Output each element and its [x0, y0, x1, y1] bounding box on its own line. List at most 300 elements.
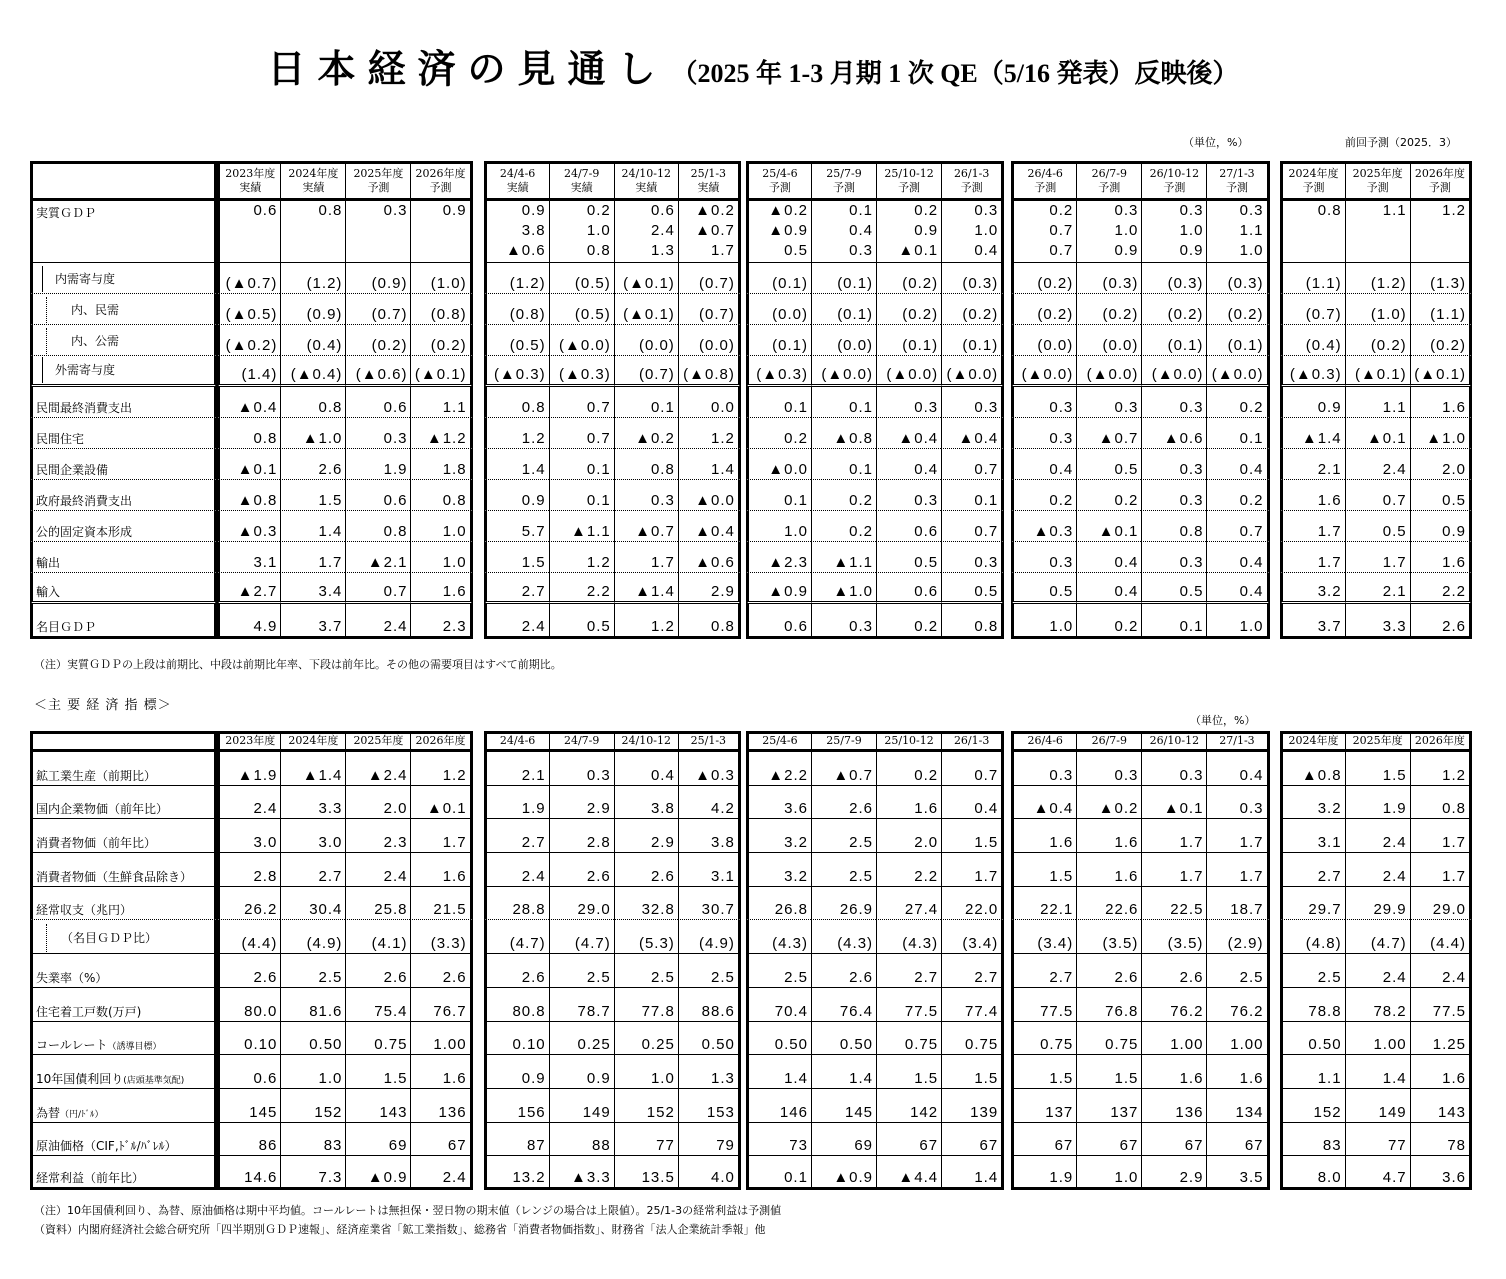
value-cell: (0.1) — [746, 325, 811, 356]
value-cell: 80.8 — [484, 988, 549, 1022]
value-cell: 73 — [746, 1123, 811, 1157]
value-cell: 142 — [876, 1089, 941, 1123]
value-cell: 0.2 — [1011, 480, 1076, 511]
gdp-annualized: 1.0 — [1179, 222, 1204, 239]
row-label-cell — [30, 573, 217, 604]
value-cell: (▲0.0) — [876, 356, 941, 387]
value-cell: 1.0 — [614, 1055, 678, 1089]
value-cell: 67 — [1141, 1123, 1206, 1157]
value-cell: 0.8 — [941, 604, 1004, 639]
column-status: 実績 — [697, 180, 720, 194]
value-cell: 3.2 — [1280, 573, 1345, 604]
value-cell: (0.9) — [345, 263, 410, 294]
gdp-values — [1141, 201, 1206, 263]
value-cell: ▲0.3 — [678, 752, 741, 786]
gdp-yoy: 0.4 — [974, 242, 999, 259]
row-label: 輸出 — [36, 556, 61, 570]
value-cell: ▲3.3 — [549, 1156, 614, 1190]
value-cell: ▲0.2 — [1076, 786, 1141, 820]
value-cell: 2.9 — [1141, 1156, 1206, 1190]
value-cell: (▲0.1) — [410, 356, 472, 387]
value-cell: 0.3 — [1076, 752, 1141, 786]
gdp-q-on_q: 1.2 — [1442, 202, 1466, 219]
table-row — [30, 752, 1472, 786]
gdp-values — [345, 201, 410, 263]
value-cell: 0.2 — [876, 604, 941, 639]
gdp-q-on_q: 0.3 — [1239, 202, 1264, 219]
value-cell: (0.0) — [1011, 325, 1076, 356]
value-cell: 67 — [876, 1123, 941, 1157]
value-cell: 3.2 — [746, 853, 811, 887]
value-cell: 0.7 — [941, 449, 1004, 480]
row-label-cell — [30, 325, 217, 356]
value-cell: 0.5 — [1345, 511, 1410, 542]
value-cell: 0.7 — [345, 573, 410, 604]
value-cell: 3.7 — [280, 604, 345, 639]
value-cell: 0.3 — [1011, 418, 1076, 449]
table-row — [30, 954, 1472, 988]
gdp-annualized — [284, 221, 342, 241]
value-cell: 0.8 — [614, 449, 678, 480]
value-cell: 0.1 — [941, 480, 1004, 511]
value-cell: 0.6 — [876, 573, 941, 604]
value-cell: ▲2.1 — [345, 542, 410, 573]
table-row — [30, 1055, 1472, 1089]
value-cell: ▲0.4 — [1011, 786, 1076, 820]
value-cell: ▲0.8 — [1280, 752, 1345, 786]
value-cell: 1.2 — [484, 418, 549, 449]
gdp-annualized — [223, 221, 277, 241]
row-label: 輸入 — [36, 585, 61, 599]
value-cell: 0.4 — [1206, 573, 1269, 604]
value-cell: 4.0 — [678, 1156, 741, 1190]
row-label-cell — [30, 988, 217, 1022]
value-cell: 8.0 — [1280, 1156, 1345, 1190]
value-cell: 0.8 — [1141, 511, 1206, 542]
value-cell: 0.75 — [1011, 1022, 1076, 1056]
value-cell: (▲0.3) — [484, 356, 549, 387]
value-cell: 0.75 — [1076, 1022, 1141, 1056]
row-label-cell — [30, 920, 217, 954]
gdp-yoy: 0.9 — [1114, 242, 1139, 259]
value-cell: 77.5 — [876, 988, 941, 1022]
gdp-yoy: ▲0.6 — [505, 242, 546, 259]
value-cell: 1.4 — [941, 1156, 1004, 1190]
value-cell: 30.7 — [678, 887, 741, 921]
value-cell: (0.3) — [1141, 263, 1206, 294]
value-cell: ▲1.0 — [1410, 418, 1472, 449]
table-row — [30, 573, 1472, 604]
gdp-q-on_q: 0.8 — [1317, 202, 1342, 219]
value-cell: 0.4 — [941, 786, 1004, 820]
value-cell: 1.4 — [678, 449, 741, 480]
row-label: （名目ＧＤＰ比） — [46, 924, 157, 952]
indicators-table — [30, 731, 1472, 1190]
value-cell: 1.00 — [410, 1022, 472, 1056]
value-cell: ▲4.4 — [876, 1156, 941, 1190]
value-cell: 2.4 — [1345, 954, 1410, 988]
gdp-annualized: 1.0 — [974, 222, 999, 239]
value-cell: 1.4 — [811, 1055, 876, 1089]
value-cell: (▲0.0) — [1206, 356, 1269, 387]
value-cell: 0.3 — [1141, 752, 1206, 786]
value-cell: 1.5 — [941, 1055, 1004, 1089]
column-header: 2026年度 — [1410, 731, 1472, 752]
value-cell: 2.2 — [549, 573, 614, 604]
value-cell: (1.2) — [280, 263, 345, 294]
column-header: 2023年度 — [217, 731, 280, 752]
value-cell: 2.6 — [1410, 604, 1472, 639]
value-cell: 3.3 — [280, 786, 345, 820]
value-cell: 0.4 — [1206, 542, 1269, 573]
gdp-yoy: 1.3 — [650, 242, 675, 259]
value-cell: (0.2) — [1076, 294, 1141, 325]
value-cell: (0.8) — [410, 294, 472, 325]
value-cell: (0.7) — [678, 263, 741, 294]
value-cell: 1.6 — [1141, 1055, 1206, 1089]
value-cell: (0.2) — [1206, 294, 1269, 325]
gdp-values — [746, 201, 811, 263]
value-cell: 1.7 — [941, 853, 1004, 887]
value-cell: 77 — [1345, 1123, 1410, 1157]
row-label-cell — [30, 954, 217, 988]
value-cell: 3.2 — [1280, 786, 1345, 820]
value-cell: (1.2) — [484, 263, 549, 294]
value-cell: (4.9) — [280, 920, 345, 954]
value-cell: 0.2 — [1206, 480, 1269, 511]
value-cell: 0.4 — [1011, 449, 1076, 480]
value-cell: (0.1) — [941, 325, 1004, 356]
value-cell: (0.7) — [345, 294, 410, 325]
value-cell: (0.3) — [1206, 263, 1269, 294]
gdp-q-on_q: 0.3 — [383, 202, 408, 219]
value-cell: 143 — [345, 1089, 410, 1123]
value-cell: 1.00 — [1141, 1022, 1206, 1056]
value-cell: 1.5 — [1011, 1055, 1076, 1089]
value-cell: 2.7 — [280, 853, 345, 887]
header-row — [30, 161, 1472, 201]
value-cell: (▲0.3) — [549, 356, 614, 387]
column-header: 26/1-3 — [941, 731, 1004, 752]
value-cell: 136 — [410, 1089, 472, 1123]
column-status: 予測 — [832, 180, 855, 194]
value-cell: (0.1) — [811, 294, 876, 325]
value-cell: 2.4 — [345, 604, 410, 639]
value-cell: 69 — [811, 1123, 876, 1157]
value-cell: 145 — [811, 1089, 876, 1123]
value-cell: 0.6 — [345, 387, 410, 418]
value-cell: 0.1 — [811, 387, 876, 418]
value-cell: (0.2) — [876, 294, 941, 325]
value-cell: 0.1 — [811, 449, 876, 480]
value-cell: ▲0.1 — [1076, 511, 1141, 542]
column-header — [1345, 161, 1410, 201]
column-status: 実績 — [239, 180, 262, 194]
value-cell: (▲0.0) — [1011, 356, 1076, 387]
value-cell: 1.7 — [1345, 542, 1410, 573]
row-label-suffix: （円/ﾄﾞﾙ） — [60, 1109, 104, 1120]
value-cell: 0.9 — [484, 1055, 549, 1089]
value-cell: 1.4 — [746, 1055, 811, 1089]
value-cell: (▲0.0) — [1076, 356, 1141, 387]
column-period: 2023年度 — [225, 166, 276, 180]
column-status: 予測 — [960, 180, 983, 194]
value-cell: 0.2 — [746, 418, 811, 449]
value-cell: 0.1 — [1141, 604, 1206, 639]
value-cell: 0.4 — [614, 752, 678, 786]
value-cell: 3.1 — [1280, 819, 1345, 853]
value-cell: 86 — [217, 1123, 280, 1157]
gdp-yoy — [1286, 241, 1342, 261]
gdp-annualized: 0.7 — [1049, 222, 1074, 239]
value-cell: 0.2 — [811, 511, 876, 542]
value-cell: 2.6 — [1141, 954, 1206, 988]
value-cell: 1.9 — [345, 449, 410, 480]
value-cell: 3.7 — [1280, 604, 1345, 639]
value-cell: 77.4 — [941, 988, 1004, 1022]
value-cell: 13.2 — [484, 1156, 549, 1190]
column-period: 26/10-12 — [1149, 166, 1200, 180]
value-cell: 1.7 — [1206, 853, 1269, 887]
table-row-real-gdp — [30, 201, 1472, 263]
value-cell: (0.9) — [280, 294, 345, 325]
value-cell: 81.6 — [280, 988, 345, 1022]
value-cell: 2.5 — [678, 954, 741, 988]
value-cell: 0.3 — [614, 480, 678, 511]
column-period: 2024年度 — [1288, 166, 1339, 180]
value-cell: 2.2 — [876, 853, 941, 887]
value-cell: 27.4 — [876, 887, 941, 921]
value-cell: 1.7 — [1410, 819, 1472, 853]
value-cell: 0.3 — [549, 752, 614, 786]
column-period: 2026年度 — [415, 166, 466, 180]
gdp-annualized: 1.0 — [586, 222, 611, 239]
gdp-values — [1206, 201, 1269, 263]
value-cell: 2.7 — [1280, 853, 1345, 887]
value-cell: 0.3 — [1076, 387, 1141, 418]
value-cell: ▲0.1 — [1141, 786, 1206, 820]
value-cell: 1.0 — [1076, 1156, 1141, 1190]
value-cell: 152 — [280, 1089, 345, 1123]
value-cell: 0.8 — [217, 418, 280, 449]
value-cell: 1.6 — [1410, 1055, 1472, 1089]
value-cell: 83 — [1280, 1123, 1345, 1157]
value-cell: 3.0 — [280, 819, 345, 853]
column-status: 予測 — [1428, 180, 1451, 194]
column-header — [678, 161, 741, 201]
value-cell: 2.7 — [941, 954, 1004, 988]
value-cell: 2.0 — [345, 786, 410, 820]
gdp-q-on_q: 0.3 — [974, 202, 999, 219]
value-cell: ▲0.1 — [410, 786, 472, 820]
value-cell: 77 — [614, 1123, 678, 1157]
value-cell: 0.3 — [876, 480, 941, 511]
value-cell: 1.0 — [746, 511, 811, 542]
gdp-values — [614, 201, 678, 263]
value-cell: 2.4 — [1345, 819, 1410, 853]
row-label: 内、民需 — [46, 297, 119, 323]
gdp-annualized: 1.1 — [1239, 222, 1264, 239]
value-cell: 83 — [280, 1123, 345, 1157]
table-row — [30, 480, 1472, 511]
column-period: 24/4-6 — [499, 166, 536, 180]
row-label: 外需寄与度 — [42, 357, 115, 383]
value-cell: 2.5 — [1206, 954, 1269, 988]
row-label: コールレート — [36, 1038, 108, 1053]
row-label: 名目ＧＤＰ — [36, 620, 97, 634]
value-cell: ▲0.1 — [217, 449, 280, 480]
value-cell: (▲0.0) — [1141, 356, 1206, 387]
value-cell: 1.7 — [1410, 853, 1472, 887]
value-cell: 2.1 — [484, 752, 549, 786]
value-cell: 67 — [941, 1123, 1004, 1157]
value-cell: (3.5) — [1141, 920, 1206, 954]
gdp-annualized — [414, 221, 466, 241]
value-cell: 0.8 — [678, 604, 741, 639]
value-cell: 69 — [345, 1123, 410, 1157]
value-cell: 2.8 — [549, 819, 614, 853]
gdp-q-on_q: 1.1 — [1382, 202, 1407, 219]
value-cell: (0.0) — [678, 325, 741, 356]
value-cell: 0.8 — [280, 387, 345, 418]
value-cell: 21.5 — [410, 887, 472, 921]
value-cell: 0.8 — [345, 511, 410, 542]
value-cell: 0.9 — [1410, 511, 1472, 542]
value-cell: 137 — [1011, 1089, 1076, 1123]
table-row — [30, 542, 1472, 573]
value-cell: 1.7 — [1280, 511, 1345, 542]
value-cell: 22.0 — [941, 887, 1004, 921]
column-period: 25/4-6 — [762, 166, 798, 180]
gdp-values — [217, 201, 280, 263]
column-header — [811, 161, 876, 201]
value-cell: 0.7 — [941, 752, 1004, 786]
value-cell: 88 — [549, 1123, 614, 1157]
value-cell: 0.3 — [1141, 387, 1206, 418]
column-period: 2025年度 — [1352, 166, 1403, 180]
value-cell: 1.6 — [1011, 819, 1076, 853]
value-cell: 1.7 — [614, 542, 678, 573]
row-label: 民間企業設備 — [36, 463, 109, 477]
gdp-values — [410, 201, 472, 263]
value-cell: ▲0.0 — [678, 480, 741, 511]
value-cell: 0.75 — [876, 1022, 941, 1056]
value-cell: 149 — [549, 1089, 614, 1123]
value-cell: 0.5 — [1410, 480, 1472, 511]
table-row — [30, 1123, 1472, 1157]
gdp-values — [1011, 201, 1076, 263]
section-title-indicators: ＜主 要 経 済 指 標＞ — [34, 698, 172, 713]
value-cell: (1.0) — [410, 263, 472, 294]
value-cell: (▲0.0) — [941, 356, 1004, 387]
value-cell: 3.8 — [678, 819, 741, 853]
value-cell: (3.5) — [1076, 920, 1141, 954]
table-row — [30, 325, 1472, 356]
column-period: 2026年度 — [1414, 166, 1465, 180]
value-cell: (0.1) — [811, 263, 876, 294]
row-label: 10年国債利回り — [36, 1071, 124, 1086]
table-row — [30, 819, 1472, 853]
value-cell: (▲0.8) — [678, 356, 741, 387]
column-header — [876, 161, 941, 201]
column-period: 24/7-9 — [563, 166, 600, 180]
table-row — [30, 1022, 1472, 1056]
value-cell: (4.4) — [217, 920, 280, 954]
row-label-cell — [30, 786, 217, 820]
gdp-values — [1345, 201, 1410, 263]
row-label-cell — [30, 819, 217, 853]
column-period: 2024年度 — [288, 166, 339, 180]
table-row — [30, 853, 1472, 887]
table2-note: （注）10年国債利回り、為替、原油価格は期中平均値。コールレートは無担保・翌日物の期末値（レンジの場合は上限値）。25/1-3の経常利益は予測値 — [34, 1204, 782, 1217]
value-cell: 77.5 — [1011, 988, 1076, 1022]
value-cell: (0.2) — [1011, 294, 1076, 325]
table-row — [30, 1089, 1472, 1123]
value-cell: 0.50 — [678, 1022, 741, 1056]
value-cell: 2.6 — [280, 449, 345, 480]
column-header: 25/1-3 — [678, 731, 741, 752]
column-header: 2024年度 — [280, 731, 345, 752]
table-row — [30, 887, 1472, 921]
value-cell: 3.3 — [1345, 604, 1410, 639]
column-header: 2026年度 — [410, 731, 472, 752]
gdp-q-on_q: 0.2 — [586, 202, 611, 219]
value-cell: (1.2) — [1345, 263, 1410, 294]
value-cell: (0.1) — [1206, 325, 1269, 356]
row-label-cell — [30, 1123, 217, 1157]
value-cell: (4.4) — [1410, 920, 1472, 954]
row-label: 消費者物価（生鮮食品除き） — [36, 869, 193, 884]
value-cell: 1.4 — [484, 449, 549, 480]
value-cell: 1.6 — [410, 853, 472, 887]
value-cell: 0.4 — [876, 449, 941, 480]
value-cell: 67 — [410, 1123, 472, 1157]
column-header — [410, 161, 472, 201]
column-status: 実績 — [506, 180, 529, 194]
value-cell: 1.4 — [280, 511, 345, 542]
outlook-table — [30, 161, 1472, 639]
value-cell: 0.3 — [1141, 542, 1206, 573]
row-label-cell — [30, 853, 217, 887]
value-cell: (0.2) — [345, 325, 410, 356]
row-label: 消費者物価（前年比） — [36, 836, 157, 851]
value-cell: 0.75 — [345, 1022, 410, 1056]
value-cell: 1.7 — [1141, 819, 1206, 853]
unit-label-1: （単位，%） — [1183, 136, 1249, 149]
column-status: 予測 — [1163, 180, 1186, 194]
row-label-cell — [30, 201, 217, 263]
value-cell: 0.3 — [941, 542, 1004, 573]
value-cell: 152 — [614, 1089, 678, 1123]
table-row — [30, 988, 1472, 1022]
value-cell: ▲0.0 — [746, 449, 811, 480]
column-header: 25/10-12 — [876, 731, 941, 752]
value-cell: 0.25 — [549, 1022, 614, 1056]
row-label-cell — [30, 356, 217, 387]
value-cell: 87 — [484, 1123, 549, 1157]
table-row — [30, 418, 1472, 449]
value-cell: 25.8 — [345, 887, 410, 921]
value-cell: 2.7 — [1011, 954, 1076, 988]
value-cell: 2.1 — [1280, 449, 1345, 480]
gdp-q-on_q: 0.3 — [1179, 202, 1204, 219]
row-label-cell — [30, 161, 217, 201]
value-cell: 78 — [1410, 1123, 1472, 1157]
value-cell: 2.5 — [746, 954, 811, 988]
value-cell: 0.3 — [1141, 449, 1206, 480]
gdp-annualized — [1414, 221, 1466, 241]
row-label-cell — [30, 1055, 217, 1089]
